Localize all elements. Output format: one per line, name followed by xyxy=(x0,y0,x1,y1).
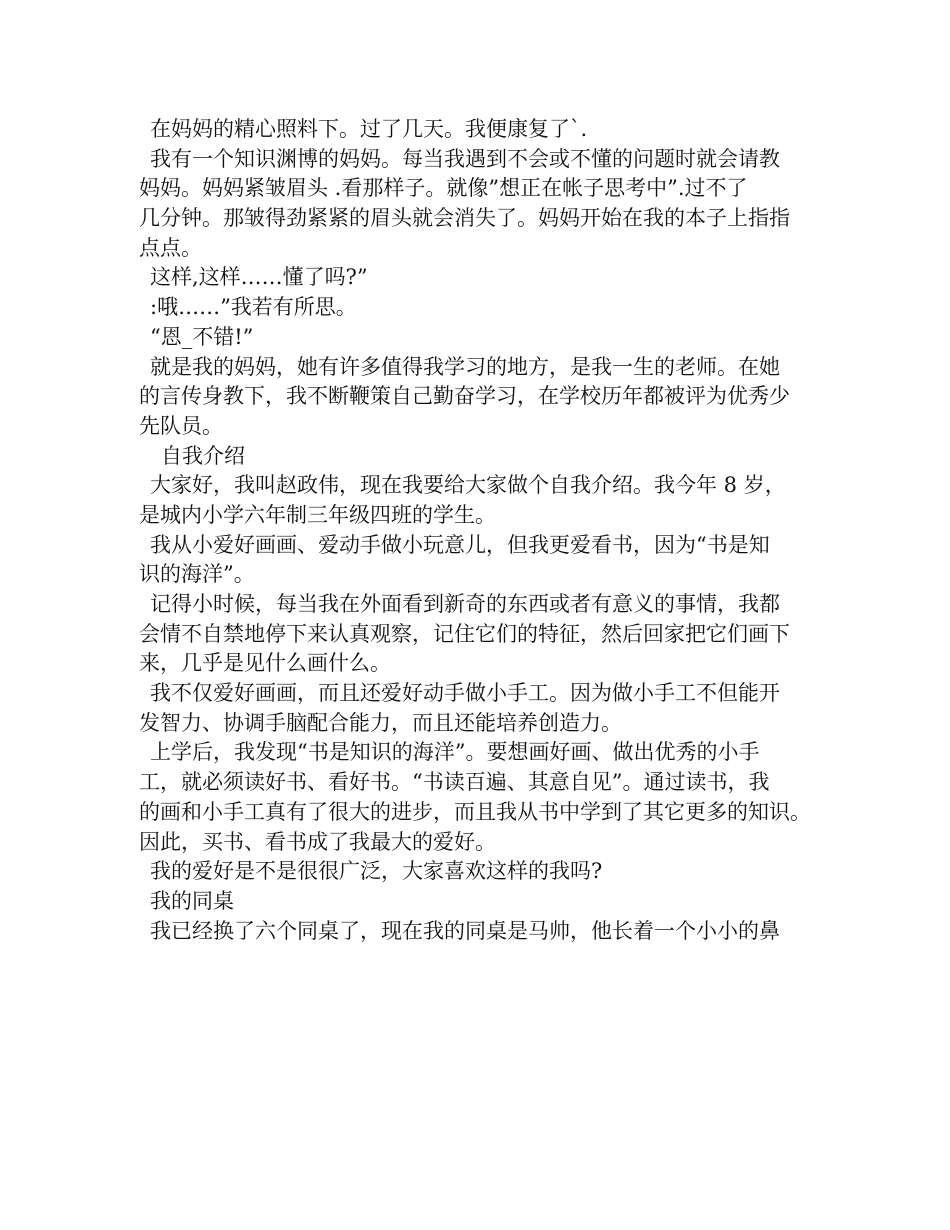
paragraph-line: 这样,这样……懂了吗?” xyxy=(150,265,368,290)
paragraph-line: 是城内小学六年制三年级四班的学生。 xyxy=(139,502,496,527)
paragraph-line: 大家好，我叫赵政伟，现在我要给大家做个自我介绍。我今年 8 岁， xyxy=(150,473,786,498)
paragraph-line: 几分钟。那皱得劲紧紧的眉头就会消失了。妈妈开始在我的本子上指指 xyxy=(139,206,790,231)
paragraph-line: 识的海洋”。 xyxy=(139,562,255,587)
paragraph-line: 就是我的妈妈，她有许多值得我学习的地方，是我一生的老师。在她 xyxy=(150,354,780,379)
paragraph-line: 来，几乎是见什么画什么。 xyxy=(139,651,391,676)
paragraph-line: 妈妈。妈妈紧皱眉头 .看那样子。就像”想正在帐子思考中”.过不了 xyxy=(139,176,748,201)
section-heading: 我的同桌 xyxy=(150,888,234,913)
paragraph-line: 我已经换了六个同桌了，现在我的同桌是马帅，他长着一个小小的鼻 xyxy=(150,918,780,943)
paragraph-line: “恩_不错!” xyxy=(150,324,254,349)
paragraph-line: 因此，买书、看书成了我最大的爱好。 xyxy=(139,829,496,854)
paragraph-line: 点点。 xyxy=(139,235,202,260)
paragraph-line: 发智力、协调手脑配合能力，而且还能培养创造力。 xyxy=(139,710,622,735)
paragraph-line: 我不仅爱好画画，而且还爱好动手做小手工。因为做小手工不但能开 xyxy=(150,681,780,706)
section-heading: 自我介绍 xyxy=(161,443,245,468)
paragraph-line: 上学后，我发现“书是知识的海洋”。要想画好画、做出优秀的小手 xyxy=(150,740,760,765)
paragraph-line: :哦……”我若有所思。 xyxy=(150,295,357,320)
paragraph-line: 我有一个知识渊博的妈妈。每当我遇到不会或不懂的问题时就会请教 xyxy=(150,146,780,171)
paragraph-line: 我从小爱好画画、爱动手做小玩意儿，但我更爱看书，因为“书是知 xyxy=(150,532,770,557)
paragraph-line: 会情不自禁地停下来认真观察，记住它们的特征，然后回家把它们画下 xyxy=(139,621,790,646)
document-body xyxy=(139,115,829,946)
paragraph-line: 记得小时候，每当我在外面看到新奇的东西或者有意义的事情，我都 xyxy=(150,592,780,616)
paragraph-line: 我的爱好是不是很很广泛，大家喜欢这样的我吗? xyxy=(150,859,603,884)
paragraph-line: 在妈妈的精心照料下。过了几天。我便康复了`. xyxy=(150,117,588,141)
paragraph-line: 先队员。 xyxy=(139,413,223,438)
paragraph-line: 工，就必须读好书、看好书。“书读百遍、其意自见”。通过读书，我 xyxy=(139,770,770,795)
paragraph-line: 的画和小手工真有了很大的进步，而且我从书中学到了其它更多的知识。 xyxy=(139,799,811,824)
paragraph-line: 的言传身教下，我不断鞭策自己勤奋学习，在学校历年都被评为优秀少 xyxy=(139,384,790,409)
